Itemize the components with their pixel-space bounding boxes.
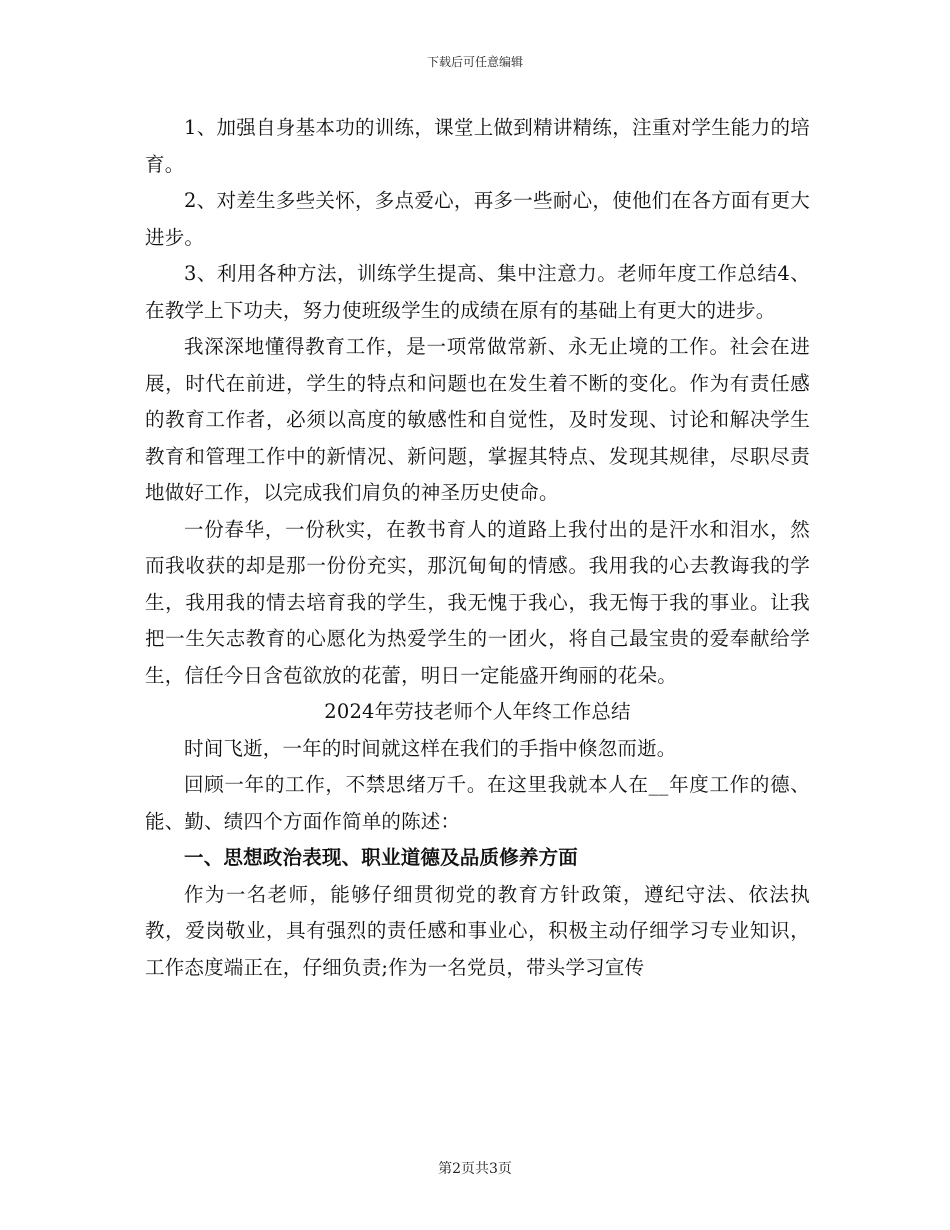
paragraph-3: 3、利用各种方法，训练学生提高、集中注意力。老师年度工作总结4、在教学上下功夫，努力使班级学生的成绩在原有的基础上有更大的进步。 bbox=[145, 262, 810, 322]
document-body bbox=[145, 110, 810, 986]
paragraph-2: 2、对差生多些关怀，多点爱心，再多一些耐心，使他们在各方面有更大进步。 bbox=[145, 189, 810, 249]
paragraph-4: 我深深地懂得教育工作，是一项常做常新、永无止境的工作。社会在进展，时代在前进，学生的特点和问题也在发生着不断的变化。作为有责任感的教育工作者，必须以高度的敏感性和自觉性，及时发现、讨论和解决学生教育和管理工作中的新情况、新问题，掌握其特点、发现其规律，尽职尽责地做好工作，以完成我们肩负的神圣历史使命。 bbox=[145, 335, 810, 504]
document-title: 2024年劳技老师个人年终工作总结 bbox=[324, 700, 631, 723]
paragraph-5: 一份春华，一份秋实，在教书育人的道路上我付出的是汗水和泪水，然而我收获的却是那一份份充实，那沉甸甸的情感。我用我的心去教诲我的学生，我用我的情去培育我的学生，我无愧于我心，我无悔于我的事业。让我把一生矢志教育的心愿化为热爱学生的一团火，将自己最宝贵的爱奉献给学生，信任今日含苞欲放的花蕾，明日一定能盛开绚丽的花朵。 bbox=[145, 517, 810, 687]
paragraph-7: 回顾一年的工作，不禁思绪万千。在这里我就本人在__年度工作的德、能、勤、绩四个方面作简单的陈述： bbox=[145, 773, 810, 833]
page-number: 第2页共3页 bbox=[438, 1161, 512, 1177]
paragraph-8: 作为一名老师，能够仔细贯彻党的教育方针政策，遵纪守法、依法执教，爱岗敬业，具有强烈的责任感和事业心，积极主动仔细学习专业知识，工作态度端正在，仔细负责;作为一名党员，带头学习宣传 bbox=[145, 882, 810, 979]
page-header-note: 下载后可任意编辑 bbox=[426, 55, 523, 69]
paragraph-1: 1、加强自身基本功的训练，课堂上做到精讲精练，注重对学生能力的培育。 bbox=[145, 116, 810, 176]
paragraph-6: 时间飞逝，一年的时间就这样在我们的手指中倏忽而逝。 bbox=[184, 736, 677, 760]
section-heading-1: 一、思想政治表现、职业道德及品质修养方面 bbox=[184, 846, 579, 869]
